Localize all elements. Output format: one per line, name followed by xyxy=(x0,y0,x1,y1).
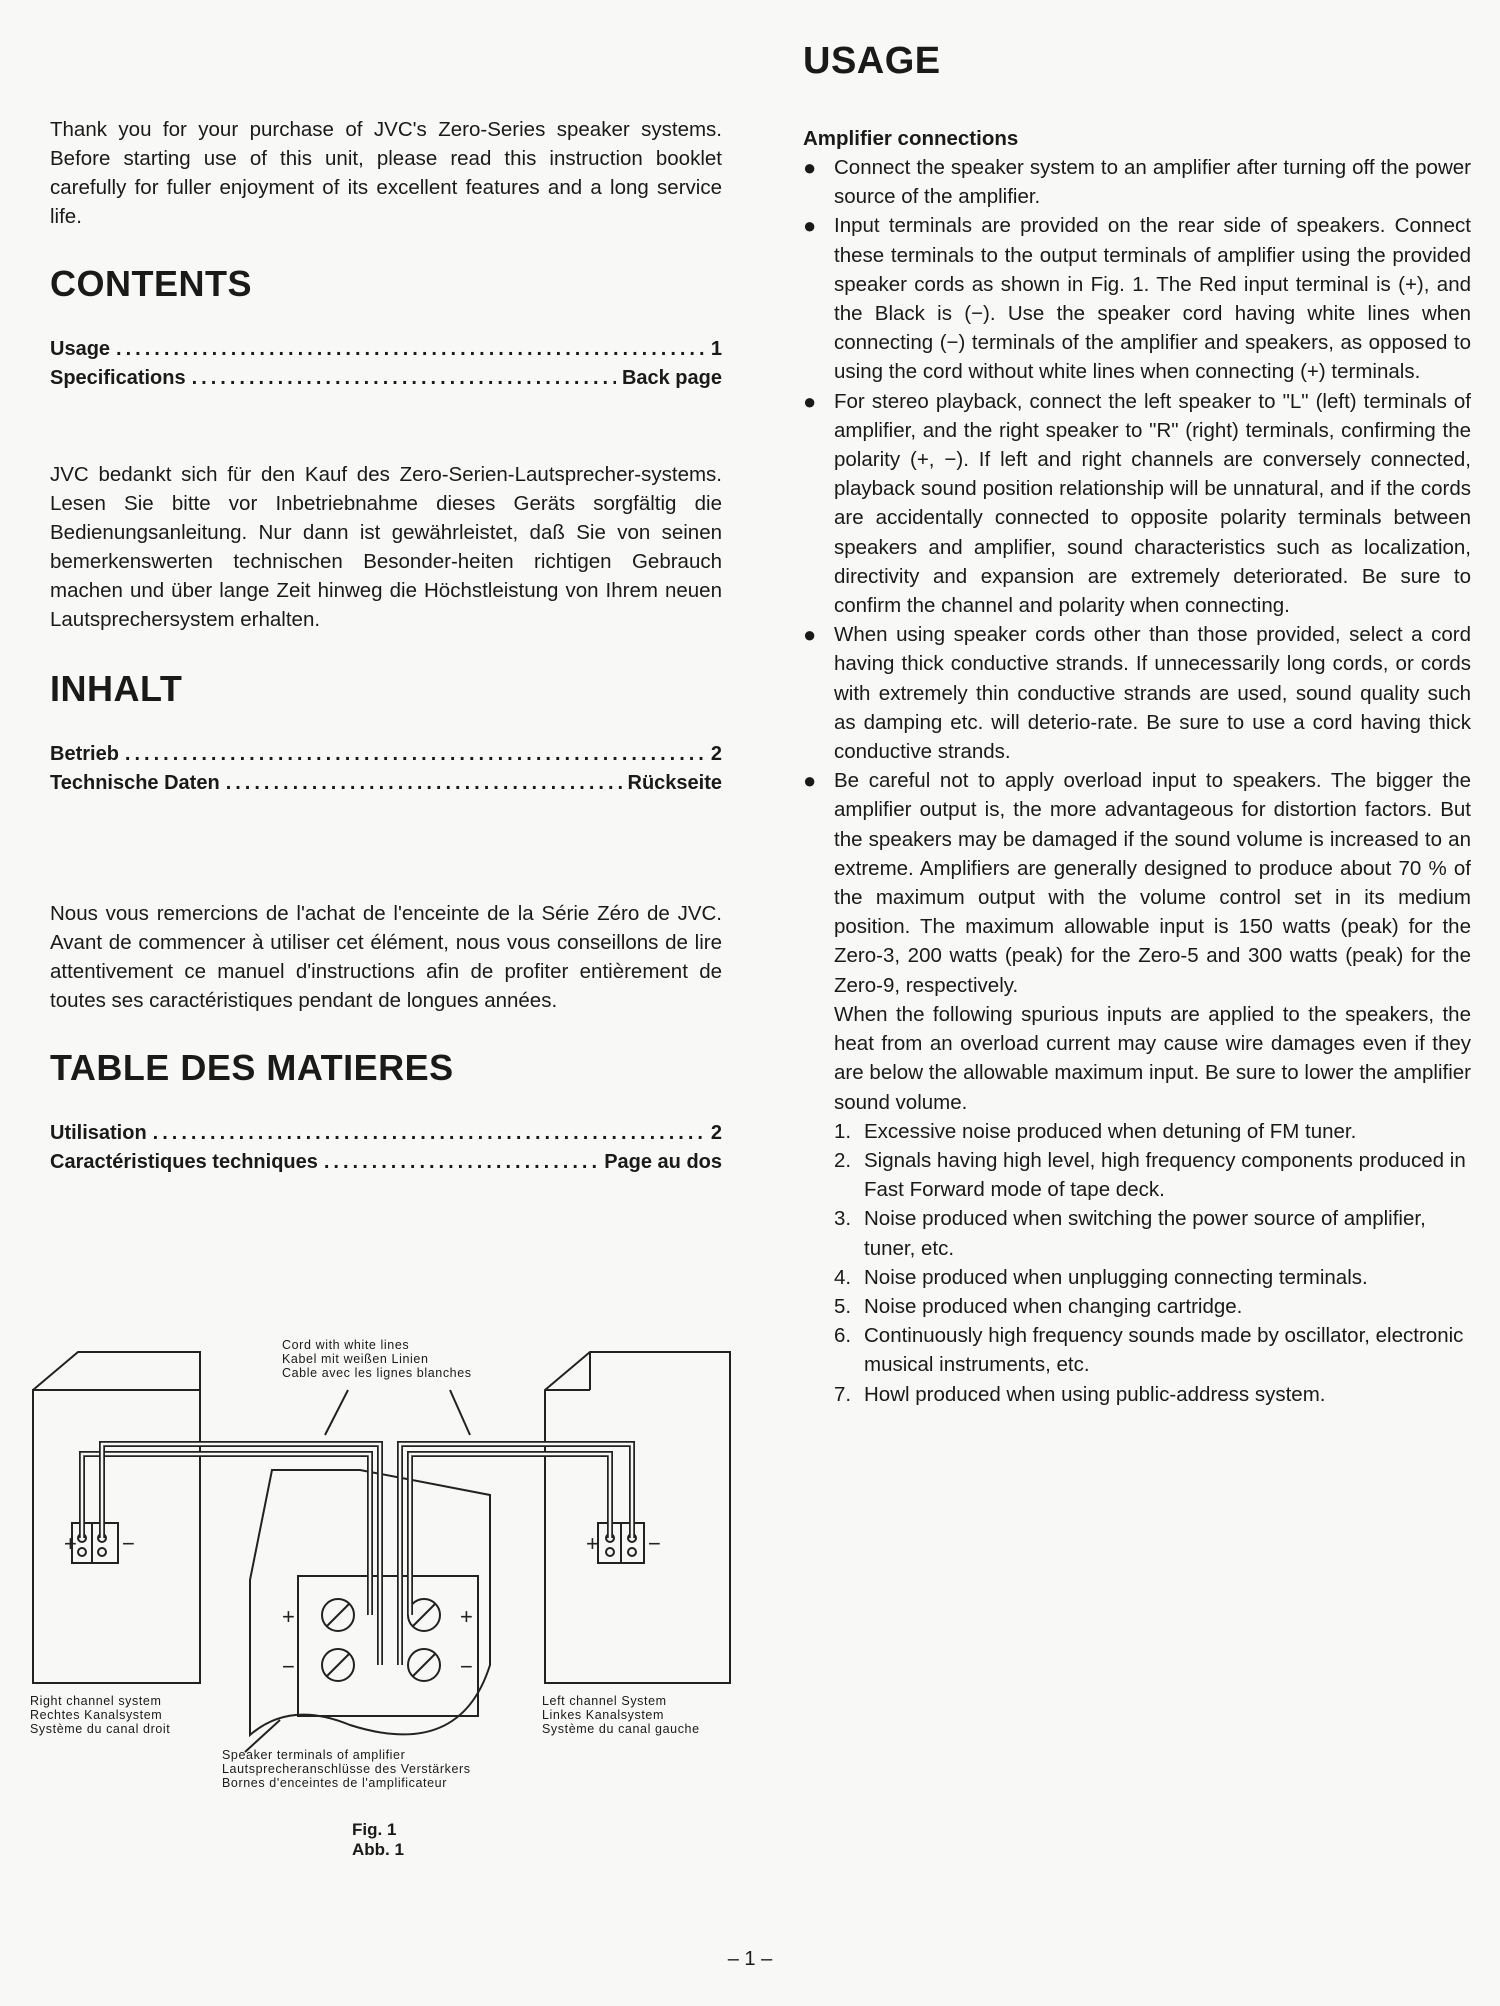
list-item: 7. Howl produced when using public-address system. xyxy=(834,1382,1326,1406)
toc-label: Utilisation xyxy=(50,1122,147,1144)
page-number: – 1 – xyxy=(727,1948,773,1970)
bullet-icon: ● xyxy=(803,213,817,239)
french-intro: Nous vous remercions de l'achat de l'enceinte de la Série Zéro de JVC. Avant de commencer à utiliser cet élément, nous vous conseillons de lire attentivement ce manuel d'instructions afin de profiter entièrement de toutes ses caractéristiques pendant de longues années. xyxy=(50,902,722,1012)
toc-page: Back page xyxy=(621,367,722,389)
usage-heading: USAGE xyxy=(803,40,941,82)
right-speaker-minus: − xyxy=(122,1531,135,1556)
list-item: ● Be careful not to apply overload input to speakers. The bigger the amplifier output is, the more advantageous for distortion factors. But the speakers may be damaged if the sound volume is increased to an extreme. Amplifiers are generally designed to produce about 70 % of the maximum output with the volume control set in its medium position. The maximum allowable input is 150 watts (peak) for the Zero-3, 200 watts (peak) for the Zero-5 and 300 watts (peak) for the Zero-9, respectively. xyxy=(803,768,1471,997)
right-speaker-top-outline xyxy=(33,1352,200,1390)
list-item: ● Input terminals are provided on the rear side of speakers. Connect these terminals to the output terminals of amplifier using the provided speaker cords as shown in Fig. 1. The Red input terminal is (+), and the Black is (−). Use the speaker cord having white lines when connecting (−) terminals of the amplifier and speakers, as opposed to using the cord without white lines when connecting (+) terminals. xyxy=(803,213,1471,384)
list-item: 2. Signals having high level, high frequency components produced in Fast Forward mode of tape deck. xyxy=(834,1148,1466,1202)
toc-row xyxy=(50,1148,722,1177)
left-speaker-minus: − xyxy=(648,1531,661,1556)
cord-label: Cord with white lines Kabel mit weißen Linien Cable avec les lignes blanches xyxy=(282,1338,472,1380)
list-item: 4. Noise produced when unplugging connecting terminals. xyxy=(834,1265,1368,1289)
list-item: 6. Continuously high frequency sounds made by oscillator, electronic musical instruments, etc. xyxy=(834,1324,1464,1377)
list-item: 1. Excessive noise produced when detuning of FM tuner. xyxy=(834,1119,1357,1143)
contents-heading: CONTENTS xyxy=(50,263,252,304)
left-channel-label: Left channel System Linkes Kanalsystem Système du canal gauche xyxy=(542,1694,700,1736)
toc-page: 2 xyxy=(710,1122,722,1144)
list-item: 5. Noise produced when changing cartridge. xyxy=(834,1294,1243,1318)
spurious-inputs-paragraph: When the following spurious inputs are applied to the speakers, the heat from an overload current may cause wire damages even if they are below the allowable maximum input. Be sure to lower the amplifier sound volume. xyxy=(834,1002,1471,1114)
amp-right-plus: + xyxy=(282,1604,295,1629)
left-speaker-plus: + xyxy=(586,1531,599,1556)
amplifier-terminal-block xyxy=(298,1576,478,1716)
list-item: 3. Noise produced when switching the power source of amplifier, tuner, etc. xyxy=(834,1207,1426,1260)
list-item: ● When using speaker cords other than those provided, select a cord having thick conductive strands. If unnecessarily long cords, or cords with extremely thin conductive strands are used, sound quality such as damping etc. will deterio-rate. Be sure to use a cord having thick conductive strands. xyxy=(803,622,1471,764)
bullet-icon: ● xyxy=(803,768,817,794)
toc-page: Page au dos xyxy=(604,1151,722,1173)
amplifier-terminals-label: Speaker terminals of amplifier Lautsprecheranschlüsse des Verstärkers Bornes d'enceintes de l'amplificateur xyxy=(222,1748,471,1790)
contents-toc xyxy=(50,335,722,393)
figure-caption: Fig. 1 Abb. 1 xyxy=(352,1820,404,1859)
amp-left-plus: + xyxy=(460,1604,473,1629)
bullet-icon: ● xyxy=(803,155,817,180)
toc-row xyxy=(50,335,722,364)
table-des-matieres-heading: TABLE DES MATIERES xyxy=(50,1047,454,1088)
french-section xyxy=(50,899,722,1177)
connection-diagram xyxy=(30,1340,740,1800)
toc-page: 1 xyxy=(710,338,722,360)
left-speaker-box xyxy=(545,1352,730,1683)
english-intro: Thank you for your purchase of JVC's Zero-Series speaker systems. Before starting use of this unit, please read this instruction booklet carefully for fuller enjoyment of its excellent features and a long service life. xyxy=(50,118,722,228)
toc-label: Technische Daten xyxy=(50,772,220,794)
list-item: ● Connect the speaker system to an amplifier after turning off the power source of the amplifier. xyxy=(803,155,1471,209)
toc-label: Caractéristiques techniques xyxy=(50,1151,318,1173)
inhalt-heading: INHALT xyxy=(50,668,183,709)
amplifier-connections-subtitle: Amplifier connections xyxy=(803,127,1019,150)
right-channel-label: Right channel system Rechtes Kanalsystem Système du canal droit xyxy=(30,1694,171,1736)
right-speaker-terminal-plate xyxy=(72,1523,118,1563)
bullet-icon: ● xyxy=(803,388,817,414)
list-item: ● For stereo playback, connect the left speaker to "L" (left) terminals of amplifier, and the right speaker to "R" (right) terminals, confirming the polarity (+, −). If left and right channels are conversely connected, playback sound position relationship will be unnatural, and if the cords are accidentally connected to opposite polarity terminals between speakers and amplifier, sound characteristics such as localization, directivity and expansion are extremely deteriorated. Be sure to confirm the channel and polarity when connecting. xyxy=(803,388,1471,618)
amp-right-minus: − xyxy=(282,1654,295,1679)
toc-row xyxy=(50,364,722,393)
german-section xyxy=(50,460,722,798)
toc-label: Specifications xyxy=(50,367,186,389)
english-section xyxy=(50,115,722,393)
german-intro: JVC bedankt sich für den Kauf des Zero-Serien-Lautsprecher-systems. Lesen Sie bitte vor Inbetriebnahme dieses Geräts sorgfältig die Bedienungsanleitung. Nur dann ist gewährleistet, daß Sie von seinen bemerkenswerten technischen Besonder-heiten richtigen Gebrauch machen und über lange Zeit hinweg die Höchstleistung von Ihrem neuen Lautsprechersystem erhalten. xyxy=(50,463,722,631)
toc-row xyxy=(50,1119,722,1148)
toc-row xyxy=(50,740,722,769)
inhalt-toc xyxy=(50,740,722,798)
toc-label: Betrieb xyxy=(50,743,119,765)
toc-row xyxy=(50,769,722,798)
amp-left-minus: − xyxy=(460,1654,473,1679)
toc-label: Usage xyxy=(50,338,111,360)
usage-bullets xyxy=(803,153,1471,1000)
right-speaker-box xyxy=(33,1390,200,1683)
matieres-toc xyxy=(50,1119,722,1177)
spurious-inputs-list xyxy=(803,1117,1471,1409)
toc-page: Rückseite xyxy=(627,772,722,794)
right-speaker-plus: + xyxy=(64,1531,77,1556)
toc-page: 2 xyxy=(710,743,722,765)
right-column xyxy=(803,40,1471,1409)
bullet-icon: ● xyxy=(803,622,817,648)
